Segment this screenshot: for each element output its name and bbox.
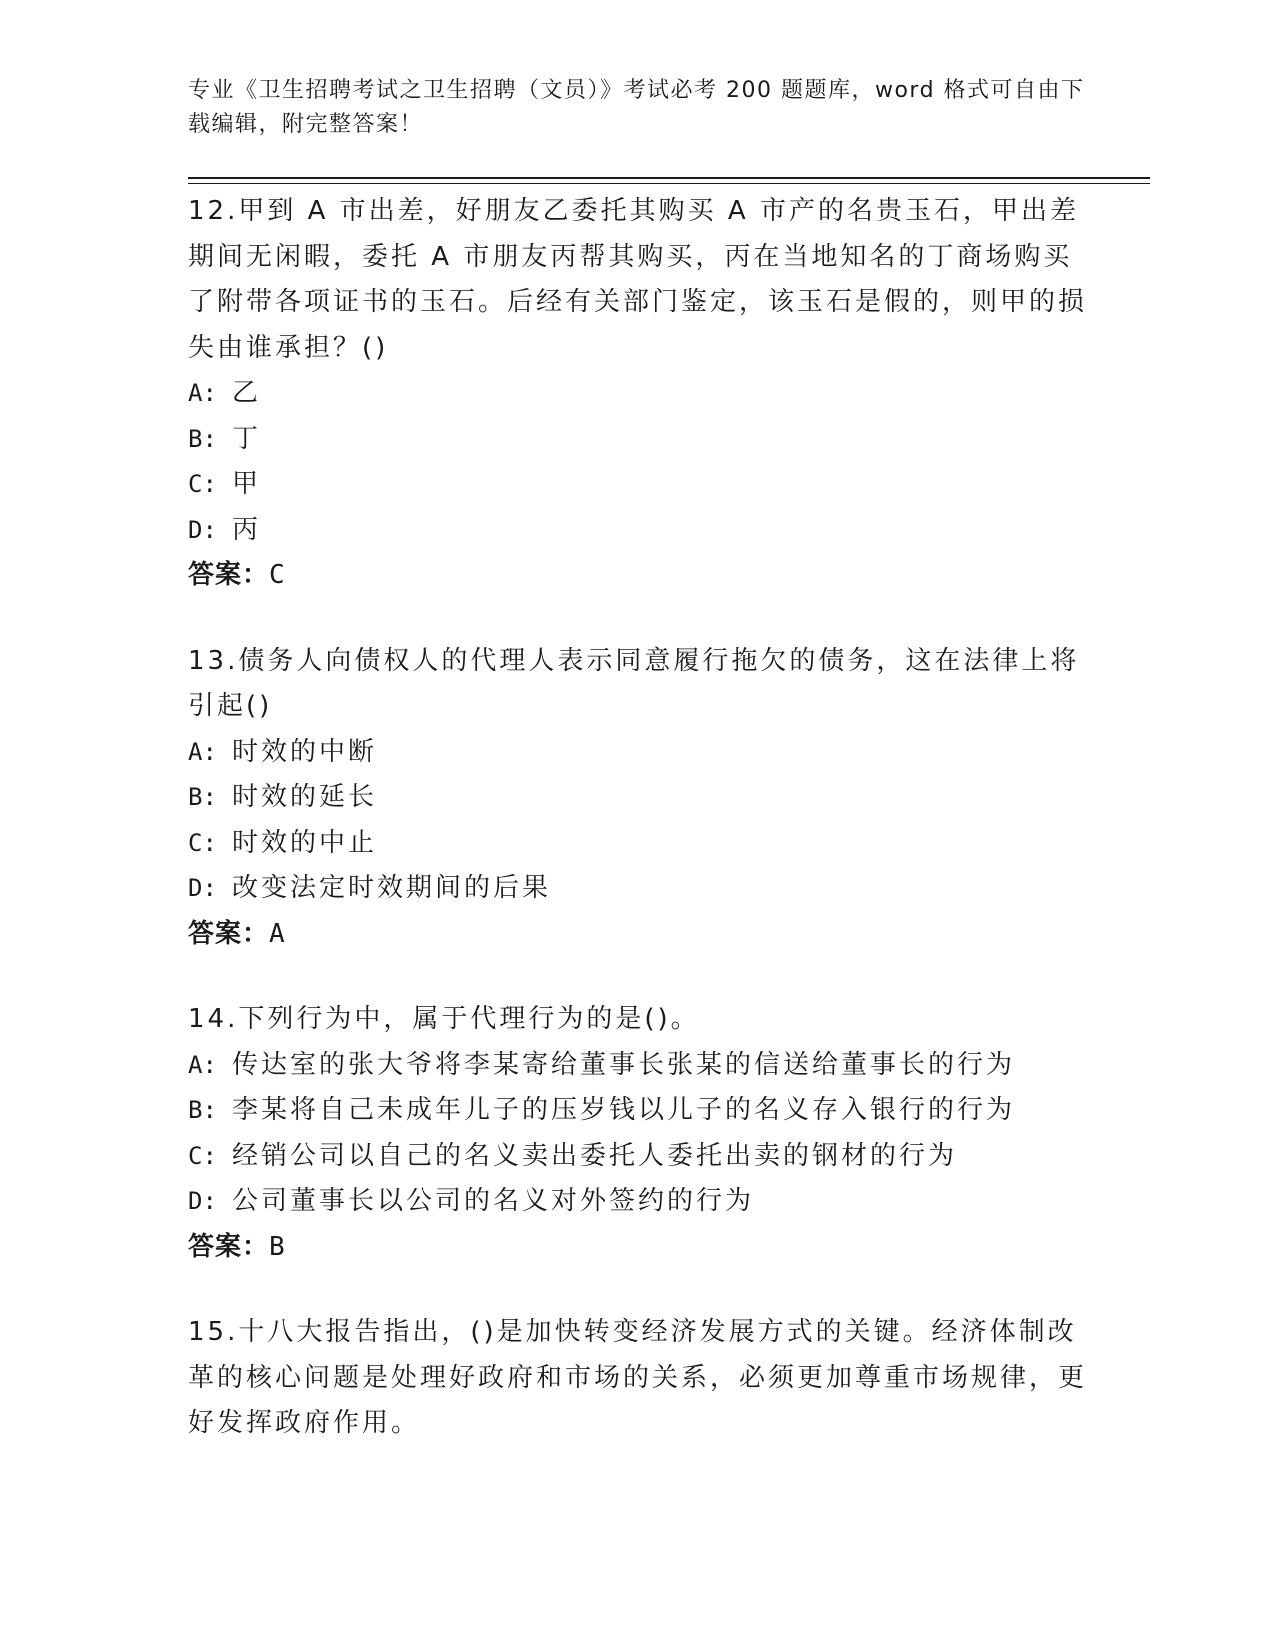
option-text: 传达室的张大爷将李某寄给董事长张某的信送给董事长的行为 bbox=[232, 1049, 1016, 1080]
option-b bbox=[188, 1088, 1088, 1134]
answer-label: 答案： bbox=[188, 560, 270, 590]
option-text: 丙 bbox=[232, 514, 262, 545]
option-letter: C: bbox=[188, 828, 217, 857]
question-text: 14.下列行为中，属于代理行为的是()。 bbox=[188, 1004, 700, 1034]
answer bbox=[188, 912, 1088, 958]
option-b bbox=[188, 775, 1088, 821]
option-text: 经销公司以自己的名义卖出委托人委托出卖的钢材的行为 bbox=[232, 1140, 958, 1171]
header-divider-thin bbox=[188, 183, 1150, 184]
option-text: 公司董事长以公司的名义对外签约的行为 bbox=[232, 1186, 755, 1216]
option-d bbox=[188, 1179, 1088, 1225]
option-text: 乙 bbox=[232, 378, 262, 408]
header-divider-thick bbox=[188, 177, 1150, 179]
option-a bbox=[188, 730, 1088, 776]
answer-value: B bbox=[269, 1231, 286, 1262]
option-letter: A: bbox=[188, 379, 217, 407]
option-c bbox=[188, 462, 1088, 508]
question-text: 13.债务人向债权人的代理人表示同意履行拖欠的债务，这在法律上将引起() bbox=[188, 645, 1080, 721]
option-text: 甲 bbox=[232, 469, 262, 499]
option-letter: B: bbox=[188, 424, 217, 453]
answer-label: 答案： bbox=[188, 1231, 270, 1262]
question-14 bbox=[188, 997, 1088, 1270]
option-text: 时效的中止 bbox=[232, 827, 378, 858]
option-text: 李某将自己未成年儿子的压岁钱以儿子的名义存入银行的行为 bbox=[232, 1095, 1016, 1125]
question-text: 15.十八大报告指出，()是加快转变经济发展方式的关键。经济体制改革的核心问题是处理好政府和市场的关系，必须更加尊重市场规律，更好发挥政府作用。 bbox=[188, 1317, 1088, 1438]
answer-value: C bbox=[269, 560, 286, 590]
option-letter: B: bbox=[188, 783, 217, 811]
question-15 bbox=[188, 1310, 1088, 1447]
option-d bbox=[188, 508, 1088, 554]
option-letter: A: bbox=[188, 737, 217, 766]
option-b bbox=[188, 417, 1088, 463]
question-12 bbox=[188, 189, 1088, 599]
option-d bbox=[188, 866, 1088, 912]
answer bbox=[188, 1225, 1088, 1271]
option-text: 丁 bbox=[232, 423, 262, 454]
answer bbox=[188, 553, 1088, 599]
option-letter: B: bbox=[188, 1096, 217, 1124]
answer-label: 答案： bbox=[188, 918, 270, 949]
option-a bbox=[188, 1043, 1088, 1089]
option-text: 时效的延长 bbox=[232, 782, 378, 812]
option-letter: D: bbox=[188, 874, 217, 902]
option-letter: D: bbox=[188, 1187, 217, 1215]
option-letter: C: bbox=[188, 1141, 217, 1170]
answer-value: A bbox=[269, 918, 286, 949]
option-text: 改变法定时效期间的后果 bbox=[232, 873, 552, 903]
question-text: 12.甲到 A 市出差，好朋友乙委托其购买 A 市产的名贵玉石，甲出差期间无闲暇，委托 A 市朋友丙帮其购买，丙在当地知名的丁商场购买了附带各项证书的玉石。后经有关部门鉴定，该玉石是假的，则甲的损失由谁承担？() bbox=[188, 196, 1088, 363]
option-c bbox=[188, 821, 1088, 867]
question-13 bbox=[188, 639, 1088, 958]
option-letter: C: bbox=[188, 470, 217, 498]
question-list bbox=[188, 189, 1088, 1487]
option-a bbox=[188, 371, 1088, 417]
option-letter: A: bbox=[188, 1050, 217, 1079]
option-c bbox=[188, 1134, 1088, 1180]
document-header: 专业《卫生招聘考试之卫生招聘（文员）》考试必考 200 题题库，word 格式可自由下载编辑，附完整答案！ bbox=[188, 78, 1085, 137]
option-text: 时效的中断 bbox=[232, 736, 378, 767]
option-letter: D: bbox=[188, 515, 217, 544]
